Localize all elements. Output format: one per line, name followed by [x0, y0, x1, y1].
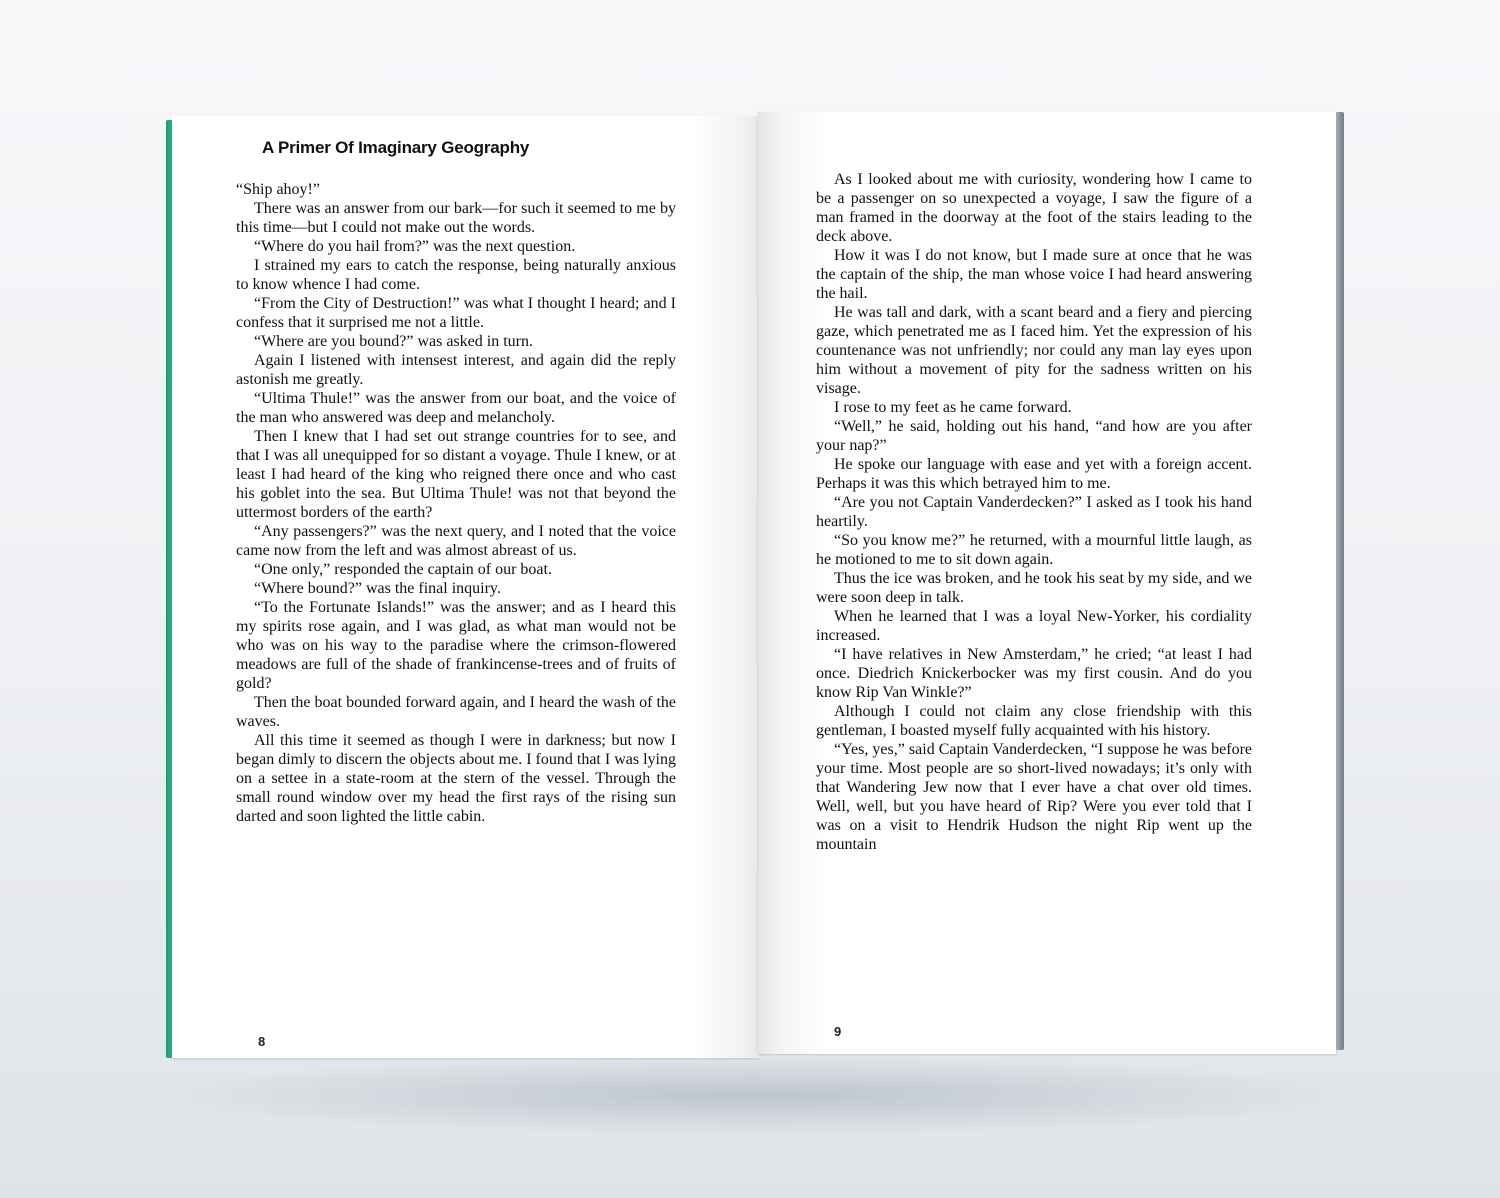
paragraph: There was an answer from our bark—for such it seemed to me by this time—but I could not make out the words. — [236, 200, 676, 236]
open-book — [160, 112, 1350, 1058]
paragraph: He spoke our language with ease and yet with a foreign accent. Perhaps it was this which betrayed him to me. — [816, 456, 1252, 492]
paragraph: Then I knew that I had set out strange countries for to see, and that I was all unequipped for so distant a voyage. Thule I knew, or at least I had heard of the king who reigned there once and who cast his goblet into the sea. But Ultima Thule! was not that beyond the uttermost borders of the earth? — [236, 428, 676, 521]
paragraph: “Ultima Thule!” was the answer from our boat, and the voice of the man who answered was deep and melancholy. — [236, 390, 676, 426]
paragraph: “To the Fortunate Islands!” was the answer; and as I heard this my spirits rose again, and I was glad, as what man would not be who was on his way to the paradise where the crimson-flowered meadows are full of the shade of frankincense-trees and of fruits of gold? — [236, 599, 676, 692]
paragraph: Then the boat bounded forward again, and I heard the wash of the waves. — [236, 694, 676, 730]
paragraph: “Where bound?” was the final inquiry. — [254, 580, 501, 597]
paragraph: “Well,” he said, holding out his hand, “and how are you after your nap?” — [816, 418, 1252, 454]
binding-thread — [757, 297, 759, 497]
paragraph: “Where are you bound?” was asked in turn. — [254, 333, 533, 350]
paragraph: He was tall and dark, with a scant beard and a fiery and piercing gaze, which penetrated me as I faced him. Yet the expression of his countenance was not unfriendly; nor could any man lay eyes upon him without a movement of pity for the sadness written on his visage. — [816, 304, 1252, 397]
right-page-text — [816, 170, 1252, 854]
paragraph: “Yes, yes,” said Captain Vanderdecken, “I suppose he was before your time. Most people are so short-lived nowadays; it’s only with that Wandering Jew now that I ever have a chat over old times. Well, well, but you have heard of Rip? Were you ever told that I was on a visit to Hendrik Hudson the night Rip went up the mountain — [816, 741, 1252, 853]
paragraph: “Where do you hail from?” was the next question. — [254, 238, 576, 255]
paragraph: “I have relatives in New Amsterdam,” he cried; “at least I had once. Diedrich Knickerbocker was my first cousin. And do you know Rip Van Winkle?” — [816, 646, 1252, 701]
paragraph: I strained my ears to catch the response, being naturally anxious to know whence I had come. — [236, 257, 676, 293]
scan-shadow — [140, 1055, 1370, 1135]
paragraph: “One only,” responded the captain of our boat. — [254, 561, 552, 578]
right-page — [758, 112, 1336, 1054]
page-number-right: 9 — [834, 1024, 842, 1039]
binding-thread — [757, 667, 759, 867]
paragraph: As I looked about me with curiosity, wondering how I came to be a passenger on so unexpected a voyage, I saw the figure of a man framed in the doorway at the foot of the stairs leading to the deck above. — [816, 171, 1252, 245]
paragraph: I rose to my feet as he came forward. — [834, 399, 1072, 416]
paragraph: “Ship ahoy!” — [236, 181, 320, 198]
paragraph: “So you know me?” he returned, with a mournful little laugh, as he motioned to me to sit down again. — [816, 532, 1252, 568]
paragraph: “Are you not Captain Vanderdecken?” I asked as I took his hand heartily. — [816, 494, 1252, 530]
left-page-text — [236, 180, 676, 826]
page-number-left: 8 — [258, 1034, 266, 1049]
paragraph: How it was I do not know, but I made sure at once that he was the captain of the ship, the man whose voice I had heard answering the hail. — [816, 247, 1252, 302]
paragraph: Thus the ice was broken, and he took his seat by my side, and we were soon deep in talk. — [816, 570, 1252, 606]
running-head: A Primer Of Imaginary Geography — [262, 138, 530, 157]
paragraph: “Any passengers?” was the next query, and I noted that the voice came now from the left and was almost abreast of us. — [236, 523, 676, 559]
paragraph: “From the City of Destruction!” was what I thought I heard; and I confess that it surprised me not a little. — [236, 295, 676, 331]
paragraph: All this time it seemed as though I were in darkness; but now I began dimly to discern the objects about me. I found that I was lying on a settee in a state-room at the stern of the vessel. Through the small round window over my head the first rays of the rising sun darted and soon lighted the little cabin. — [236, 732, 676, 825]
paragraph: Again I listened with intensest interest, and again did the reply astonish me greatly. — [236, 352, 676, 388]
left-page — [172, 116, 760, 1058]
paragraph: Although I could not claim any close friendship with this gentleman, I boasted myself fully acquainted with his history. — [816, 703, 1252, 739]
paragraph: When he learned that I was a loyal New-Yorker, his cordiality increased. — [816, 608, 1252, 644]
